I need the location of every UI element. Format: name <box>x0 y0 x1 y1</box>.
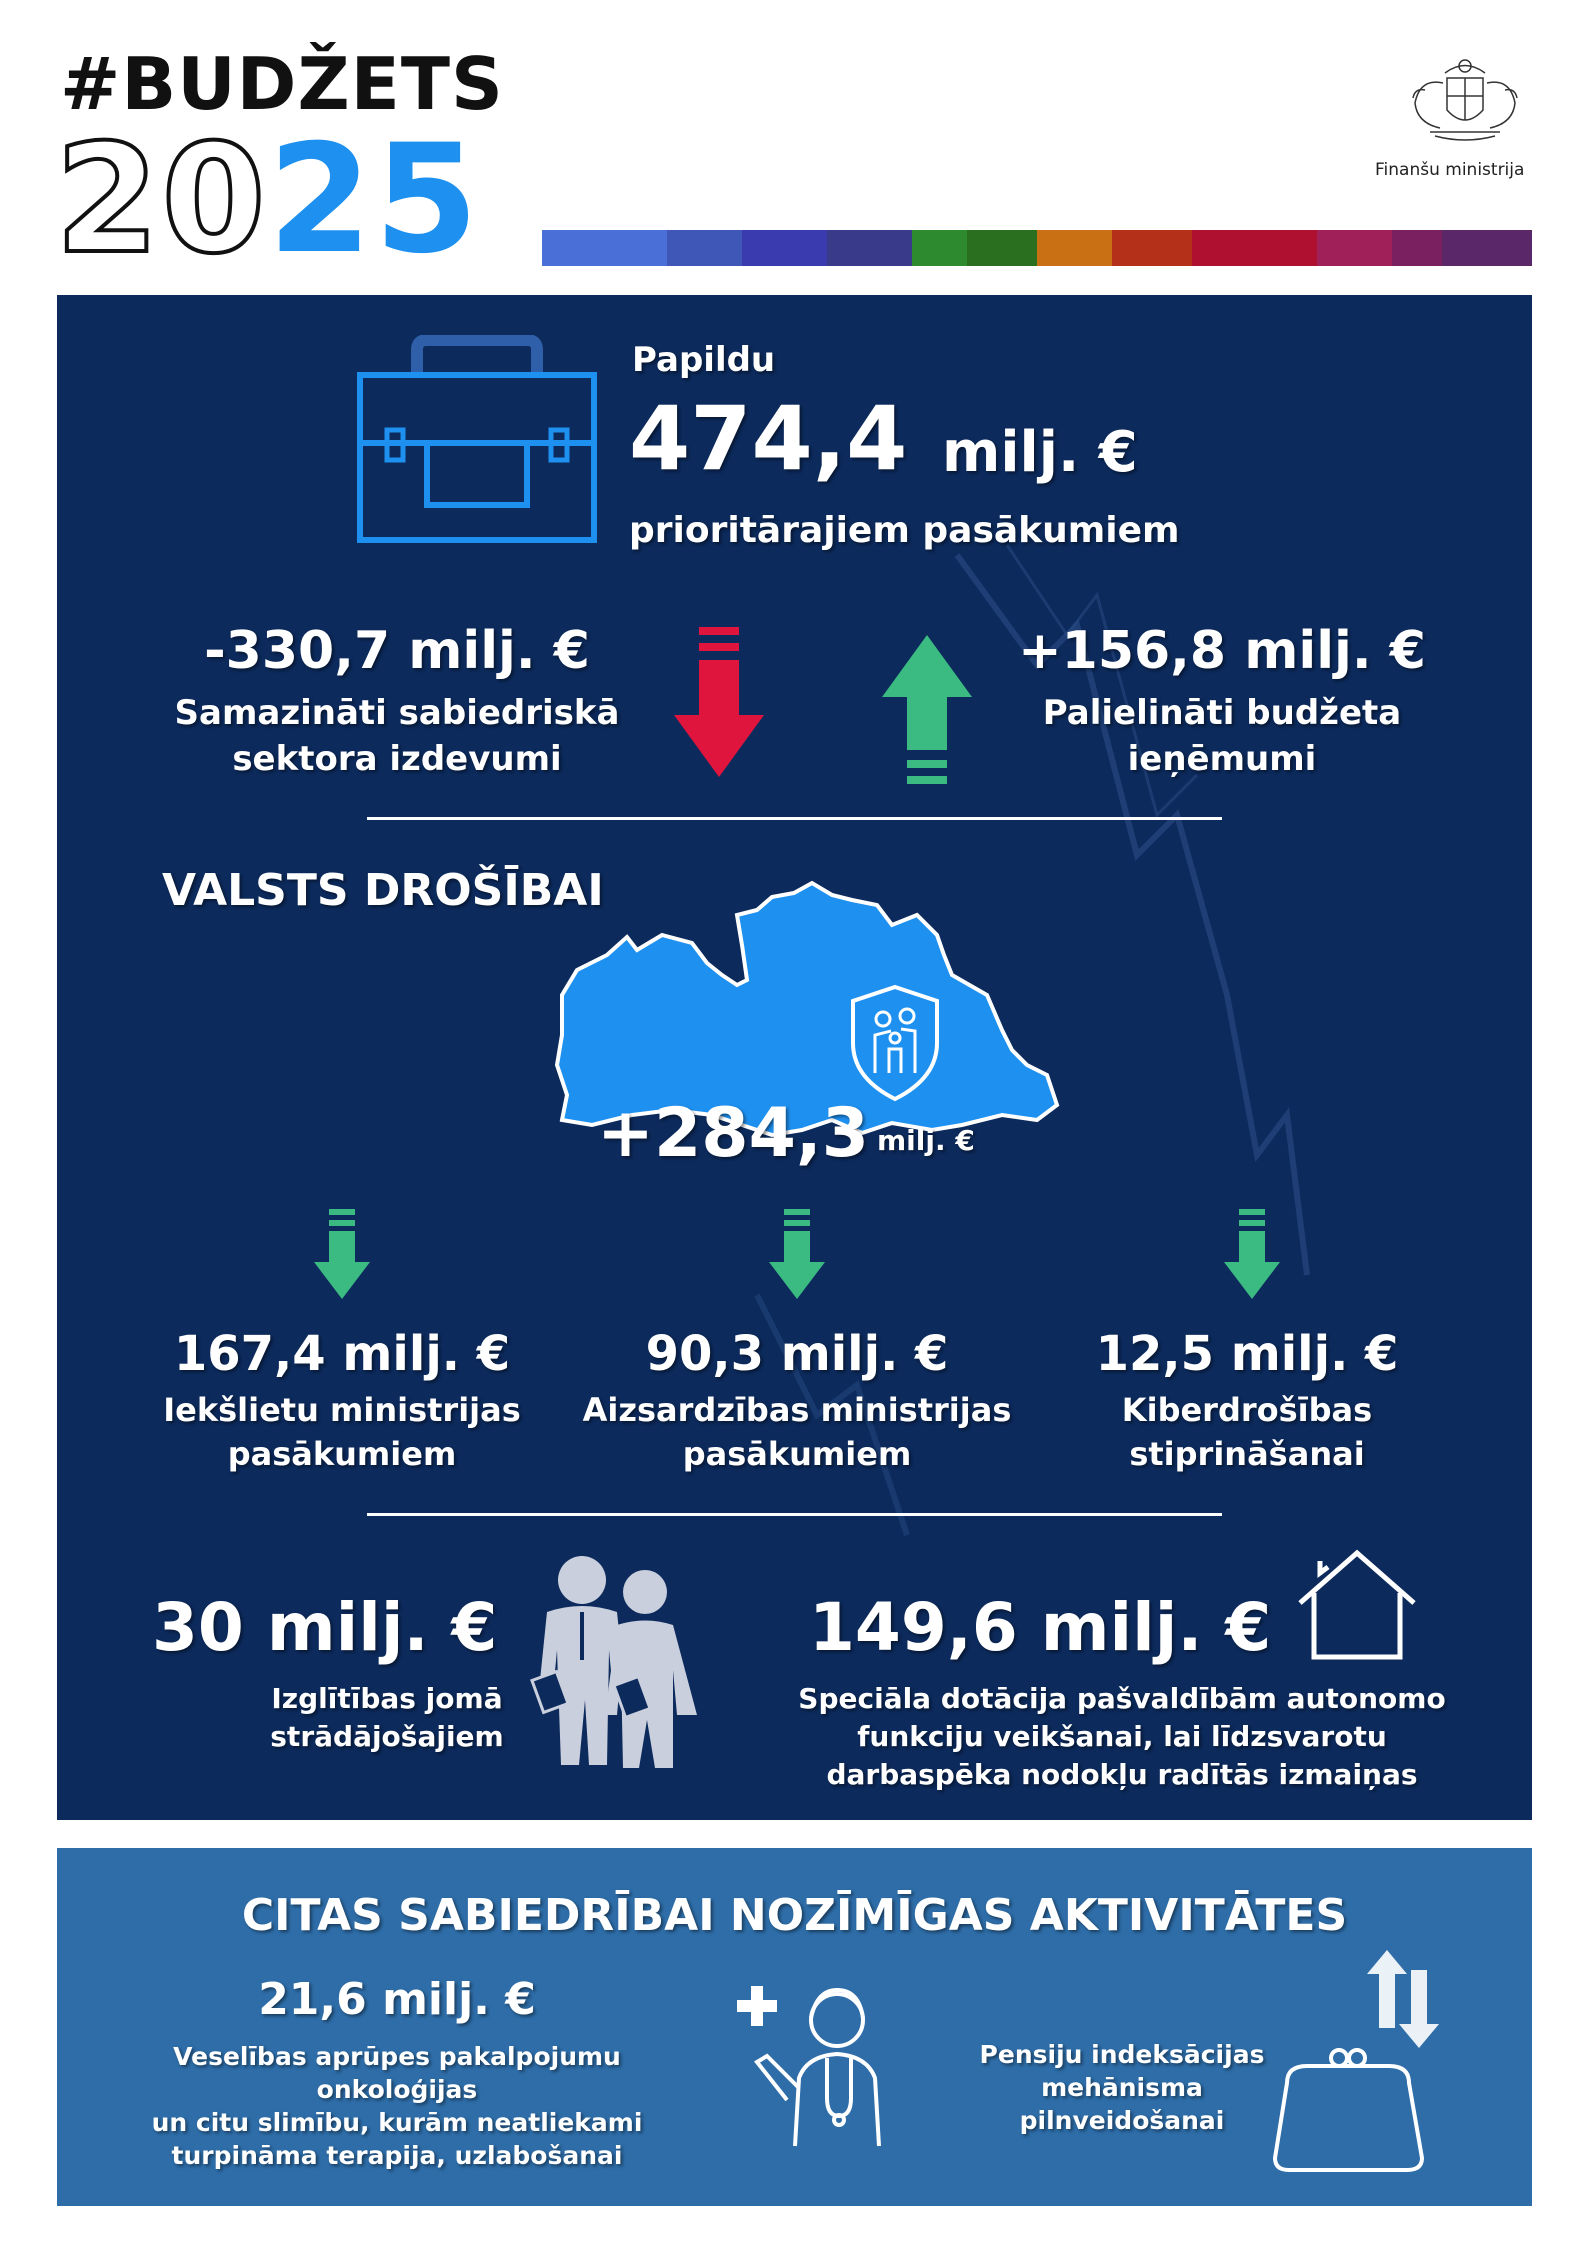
priority-pre-label: Papildu <box>632 340 776 380</box>
briefcase-icon <box>352 335 602 550</box>
municipal-amount: 149,6 milj. € <box>809 1589 1272 1666</box>
year-title <box>55 113 481 287</box>
year-filled-part: 25 <box>267 113 481 287</box>
cut-line-1: Samazināti sabiedriskā <box>174 693 620 733</box>
security-amount: +284,3 <box>597 1094 870 1173</box>
bottom-panel <box>57 1848 1532 2206</box>
raise-line-1: Palielināti budžeta <box>1042 693 1402 733</box>
municipal-line-2: funkciju veikšanai, lai līdzsvarotu <box>857 1720 1387 1753</box>
teachers-icon <box>527 1550 707 1770</box>
arrow-down-red-icon <box>669 625 769 785</box>
pension-line-2: mehānisma <box>1041 2073 1203 2102</box>
cut-amount: -330,7 milj. € <box>204 621 590 681</box>
defence-line-2: pasākumiem <box>682 1435 912 1473</box>
color-stripe-segment <box>742 230 827 266</box>
arrow-up-green-icon <box>877 630 977 790</box>
health-amount: 21,6 milj. € <box>258 1974 536 2025</box>
year-outline-part: 20 <box>55 113 268 287</box>
pension-line-1: Pensiju indeksācijas <box>979 2040 1265 2069</box>
color-stripe-segment <box>827 230 912 266</box>
education-line-1: Izglītības jomā <box>271 1682 503 1715</box>
color-stripe-segment <box>1442 230 1532 266</box>
health-line-3: turpināma terapija, uzlabošanai <box>171 2141 623 2170</box>
color-stripe-segment <box>967 230 1037 266</box>
ministry-label: Finanšu ministrija <box>1375 160 1525 180</box>
bottom-heading: CITAS SABIEDRĪBAI NOZĪMĪGAS AKTIVITĀTES <box>241 1890 1348 1941</box>
interior-amount: 167,4 milj. € <box>173 1326 511 1382</box>
color-stripe-segment <box>1112 230 1192 266</box>
education-amount: 30 milj. € <box>152 1589 498 1666</box>
color-stripe-segment <box>1392 230 1442 266</box>
municipal-line-1: Speciāla dotācija pašvaldībām autonomo <box>798 1682 1446 1715</box>
municipal-line-3: darbaspēka nodokļu radītās izmaiņas <box>826 1758 1418 1791</box>
arrow-down-green-icon <box>1222 1207 1282 1302</box>
pension-description <box>967 2038 1277 2137</box>
security-item-interior <box>142 1326 542 1476</box>
health-line-1: Veselības aprūpes pakalpojumu onkoloģijas <box>173 2042 621 2104</box>
cyber-line-1: Kiberdrošības <box>1121 1391 1373 1429</box>
cyber-line-2: stiprināšanai <box>1129 1435 1365 1473</box>
cut-description <box>167 690 627 782</box>
color-stripe-segment <box>1317 230 1392 266</box>
cut-line-2: sektora izdevumi <box>232 739 562 779</box>
color-stripe <box>542 230 1532 266</box>
raise-amount: +156,8 milj. € <box>1018 621 1426 681</box>
color-stripe-segment <box>912 230 967 266</box>
color-stripe-segment <box>1192 230 1317 266</box>
interior-line-2: pasākumiem <box>227 1435 457 1473</box>
education-line-2: strādājošajiem <box>270 1720 504 1753</box>
security-item-cyber <box>1057 1326 1437 1476</box>
divider-2 <box>367 1513 1222 1516</box>
purse-arrows-icon <box>1257 1948 1477 2178</box>
security-heading: VALSTS DROŠĪBAI <box>162 865 604 916</box>
arrow-down-green-icon <box>767 1207 827 1302</box>
security-unit: milj. € <box>877 1124 975 1157</box>
coat-of-arms-icon <box>1395 48 1535 148</box>
house-icon <box>1292 1545 1422 1665</box>
raise-line-2: ieņēmumi <box>1127 739 1317 779</box>
cyber-amount: 12,5 milj. € <box>1095 1326 1399 1382</box>
raise-description <box>987 690 1457 782</box>
color-stripe-segment <box>1037 230 1112 266</box>
priority-amount: 474,4 <box>629 387 908 490</box>
color-stripe-segment <box>542 230 667 266</box>
main-panel <box>57 295 1532 1820</box>
divider-1 <box>367 817 1222 820</box>
pension-line-3: pilnveidošanai <box>1019 2106 1225 2135</box>
interior-line-1: Iekšlietu ministrijas <box>163 1391 521 1429</box>
hashtag-title: #BUDŽETS <box>60 42 504 126</box>
health-description <box>107 2040 687 2172</box>
priority-post-label: prioritārajiem pasākumiem <box>629 510 1180 551</box>
arrow-down-green-icon <box>312 1207 372 1302</box>
security-item-defence <box>577 1326 1017 1476</box>
defence-amount: 90,3 milj. € <box>645 1326 949 1382</box>
defence-line-1: Aizsardzības ministrijas <box>582 1391 1012 1429</box>
health-line-2: un citu slimību, kurām neatliekami <box>151 2108 643 2137</box>
priority-unit: milj. € <box>942 420 1138 485</box>
municipal-description <box>757 1680 1487 1794</box>
color-stripe-segment <box>667 230 742 266</box>
shield-family-icon <box>845 983 945 1103</box>
doctor-icon <box>727 1978 897 2148</box>
